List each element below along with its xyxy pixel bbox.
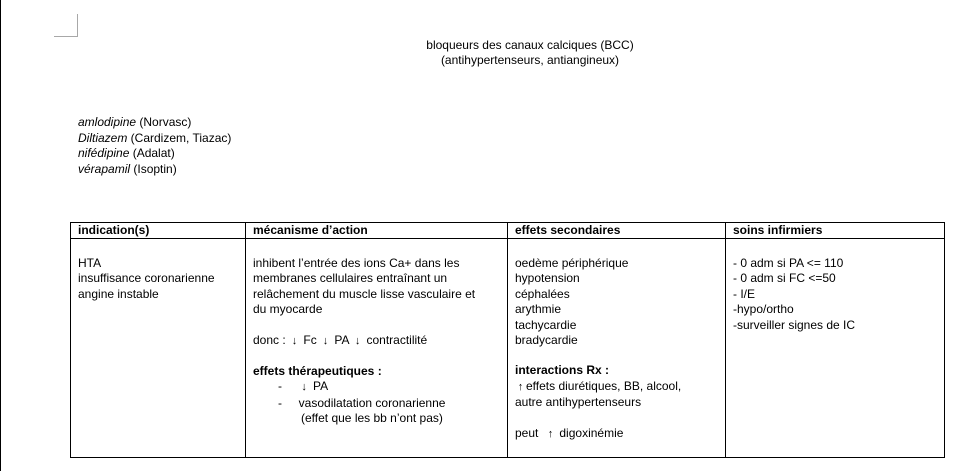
- drug-brand-name: (Isoptin): [130, 161, 177, 176]
- mechanism-cell: [246, 239, 508, 458]
- donc-label: donc :: [253, 332, 290, 347]
- down-arrow-icon: ↓: [354, 334, 361, 347]
- side-effect-item: céphalées: [515, 286, 570, 301]
- indication-item: HTA: [78, 256, 102, 270]
- drug-brand-name: (Cardizem, Tiazac): [127, 130, 232, 145]
- drug-brand-name: (Adalat): [129, 146, 175, 160]
- down-arrow-icon: ↓: [322, 334, 329, 347]
- header-side-effects: effets secondaires: [508, 223, 726, 239]
- side-effect-item: tachycardie: [515, 317, 577, 332]
- therapeutic-effect-item: [253, 379, 500, 395]
- pa-effect-label: PA: [309, 379, 329, 394]
- nursing-item: - I/E: [733, 286, 756, 301]
- drug-item: [78, 162, 231, 178]
- drug-generic-name: Diltiazem: [78, 130, 128, 145]
- drug-item: [78, 146, 231, 162]
- indication-item: angine instable: [78, 286, 159, 301]
- margin-corner-mark-vertical: [77, 14, 78, 37]
- margin-corner-mark: [54, 36, 78, 37]
- digoxin-label: digoxinémie: [556, 425, 624, 440]
- side-effect-item: arythmie: [515, 302, 562, 317]
- down-arrow-icon: ↓: [291, 334, 298, 347]
- down-arrow-icon: ↓: [301, 381, 307, 394]
- therapeutic-effect-item: [253, 396, 500, 411]
- nursing-item: -surveiller signes de IC: [733, 317, 856, 332]
- title-line-1: bloqueurs des canaux calciques (BCC): [426, 38, 634, 52]
- table-header-row: [71, 223, 945, 239]
- side-effects-cell: [508, 239, 726, 458]
- mechanism-line: membranes cellulaires entraînant un: [253, 271, 448, 286]
- indications-cell: [71, 239, 246, 458]
- header-mechanism: mécanisme d’action: [246, 223, 508, 239]
- contractility-label: contractilité: [363, 332, 428, 347]
- header-nursing-care: soins infirmiers: [726, 223, 945, 239]
- nursing-item: - 0 adm si PA <= 110: [733, 256, 844, 270]
- interaction-text: effets diurétiques, BB, alcool,: [526, 378, 682, 393]
- header-indications: indication(s): [71, 223, 246, 239]
- nursing-care-cell: [726, 239, 945, 458]
- mechanism-result-line: [253, 333, 500, 349]
- interaction-line: autre antihypertenseurs: [515, 395, 642, 410]
- vasodilatation-label: vasodilatation coronarienne: [298, 395, 446, 410]
- drug-info-table: [70, 222, 945, 458]
- mechanism-line: du myocarde: [253, 302, 323, 317]
- drug-generic-name: vérapamil: [78, 161, 131, 176]
- drug-brand-name: (Norvasc): [136, 115, 192, 129]
- drug-list: [78, 115, 231, 177]
- side-effect-item: oedème périphérique: [515, 256, 629, 270]
- interaction-line: [515, 379, 718, 395]
- up-arrow-icon: ↑: [547, 427, 554, 440]
- drug-item: [78, 115, 231, 131]
- drug-generic-name: nifédipine: [78, 146, 130, 160]
- table-row: [71, 239, 945, 458]
- list-dash: -: [278, 395, 282, 410]
- vasodilatation-note: (effet que les bb n’ont pas): [301, 411, 443, 426]
- therapeutic-effects-heading: effets thérapeutiques :: [253, 364, 382, 379]
- list-dash: -: [278, 379, 282, 394]
- side-effect-item: bradycardie: [515, 333, 578, 348]
- peut-label: peut: [515, 425, 542, 440]
- digoxin-line: [515, 426, 718, 442]
- interactions-heading: interactions Rx :: [515, 363, 610, 378]
- title-line-2: (antihypertenseurs, antiangineux): [440, 53, 620, 67]
- nursing-item: -hypo/ortho: [733, 302, 794, 317]
- up-arrow-icon: ↑: [517, 380, 524, 393]
- side-effect-item: hypotension: [515, 271, 580, 286]
- indication-item: insuffisance coronarienne: [78, 271, 215, 286]
- drug-generic-name: amlodipine: [78, 115, 137, 129]
- nursing-item: - 0 adm si FC <=50: [733, 271, 836, 286]
- mechanism-line: relâchement du muscle lisse vasculaire et: [253, 286, 476, 301]
- document-title: [330, 38, 730, 68]
- page-left-border: [0, 0, 1, 471]
- drug-item: [78, 131, 231, 147]
- mechanism-line: inhibent l’entrée des ions Ca+ dans les: [253, 256, 460, 270]
- fc-label: Fc: [300, 332, 321, 347]
- pa-label: PA: [331, 332, 353, 347]
